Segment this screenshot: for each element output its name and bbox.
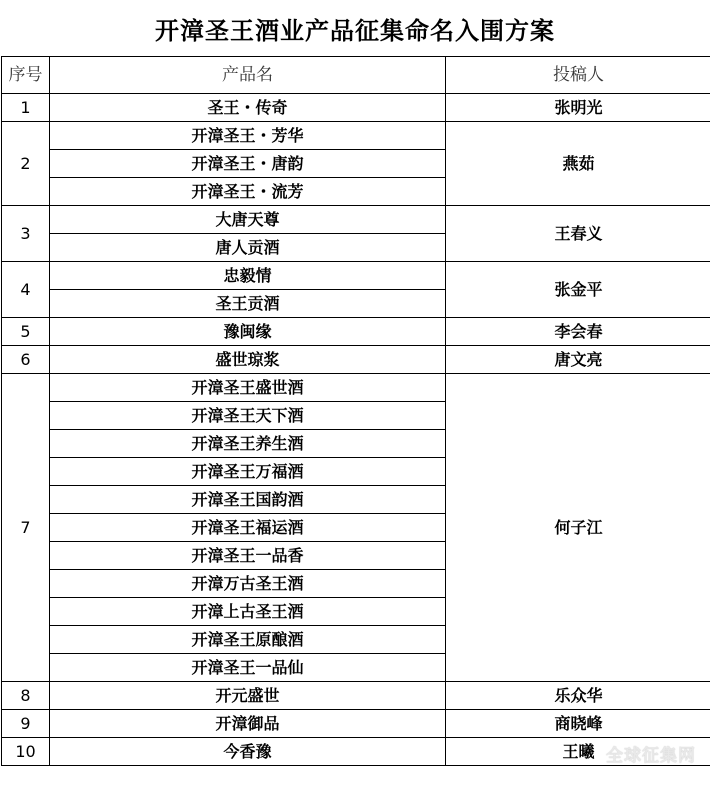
entries-table: [1, 56, 710, 766]
author-cell: 何子江: [446, 374, 710, 682]
author-cell: 乐众华: [446, 682, 710, 710]
table-header-row: [2, 57, 710, 94]
watermark: 全球征集网: [606, 746, 696, 766]
product-name-cell: 开漳圣王国韵酒: [50, 486, 446, 514]
product-name-cell: 开漳圣王・芳华: [50, 122, 446, 150]
seq-cell: 7: [2, 374, 50, 682]
table-row: [2, 206, 710, 234]
product-name-cell: 开漳圣王盛世酒: [50, 374, 446, 402]
author-cell: 燕茹: [446, 122, 710, 206]
product-name-cell: 开漳圣王养生酒: [50, 430, 446, 458]
product-name-cell: 开漳圣王万福酒: [50, 458, 446, 486]
table-row: [2, 262, 710, 290]
table-row: [2, 318, 710, 346]
product-name-cell: 忠毅情: [50, 262, 446, 290]
seq-cell: 6: [2, 346, 50, 374]
product-name-cell: 开元盛世: [50, 682, 446, 710]
seq-cell: 1: [2, 94, 50, 122]
table-row: [2, 122, 710, 150]
author-cell: 王曦: [446, 738, 710, 766]
seq-cell: 8: [2, 682, 50, 710]
product-name-cell: 开漳圣王・唐韵: [50, 150, 446, 178]
product-name-cell: 开漳御品: [50, 710, 446, 738]
table-row: [2, 710, 710, 738]
author-cell: 张金平: [446, 262, 710, 318]
seq-cell: 10: [2, 738, 50, 766]
product-name-cell: 唐人贡酒: [50, 234, 446, 262]
header-name: 产品名: [50, 57, 446, 94]
product-name-cell: 豫闽缘: [50, 318, 446, 346]
product-name-cell: 圣王贡酒: [50, 290, 446, 318]
table-row: [2, 346, 710, 374]
product-name-cell: 开漳圣王一品仙: [50, 654, 446, 682]
author-cell: 唐文亮: [446, 346, 710, 374]
header-seq: 序号: [2, 57, 50, 94]
entries-table-body: [2, 57, 710, 766]
product-name-cell: 开漳圣王原酿酒: [50, 626, 446, 654]
author-cell: 王春义: [446, 206, 710, 262]
product-name-cell: 大唐天尊: [50, 206, 446, 234]
author-cell: 商晓峰: [446, 710, 710, 738]
author-cell: 李会春: [446, 318, 710, 346]
product-name-cell: 圣王・传奇: [50, 94, 446, 122]
product-name-cell: 开漳上古圣王酒: [50, 598, 446, 626]
author-cell: 张明光: [446, 94, 710, 122]
product-name-cell: 开漳圣王一品香: [50, 542, 446, 570]
page-title: 开漳圣王酒业产品征集命名入围方案: [155, 16, 555, 45]
seq-cell: 4: [2, 262, 50, 318]
product-name-cell: 盛世琼浆: [50, 346, 446, 374]
seq-cell: 9: [2, 710, 50, 738]
product-name-cell: 开漳圣王福运酒: [50, 514, 446, 542]
table-row: [2, 94, 710, 122]
header-author: 投稿人: [446, 57, 710, 94]
product-name-cell: 开漳圣王天下酒: [50, 402, 446, 430]
product-name-cell: 今香豫: [50, 738, 446, 766]
seq-cell: 5: [2, 318, 50, 346]
seq-cell: 3: [2, 206, 50, 262]
product-name-cell: 开漳圣王・流芳: [50, 178, 446, 206]
table-row: [2, 682, 710, 710]
table-row: [2, 738, 710, 766]
table-row: [2, 374, 710, 402]
product-name-cell: 开漳万古圣王酒: [50, 570, 446, 598]
seq-cell: 2: [2, 122, 50, 206]
